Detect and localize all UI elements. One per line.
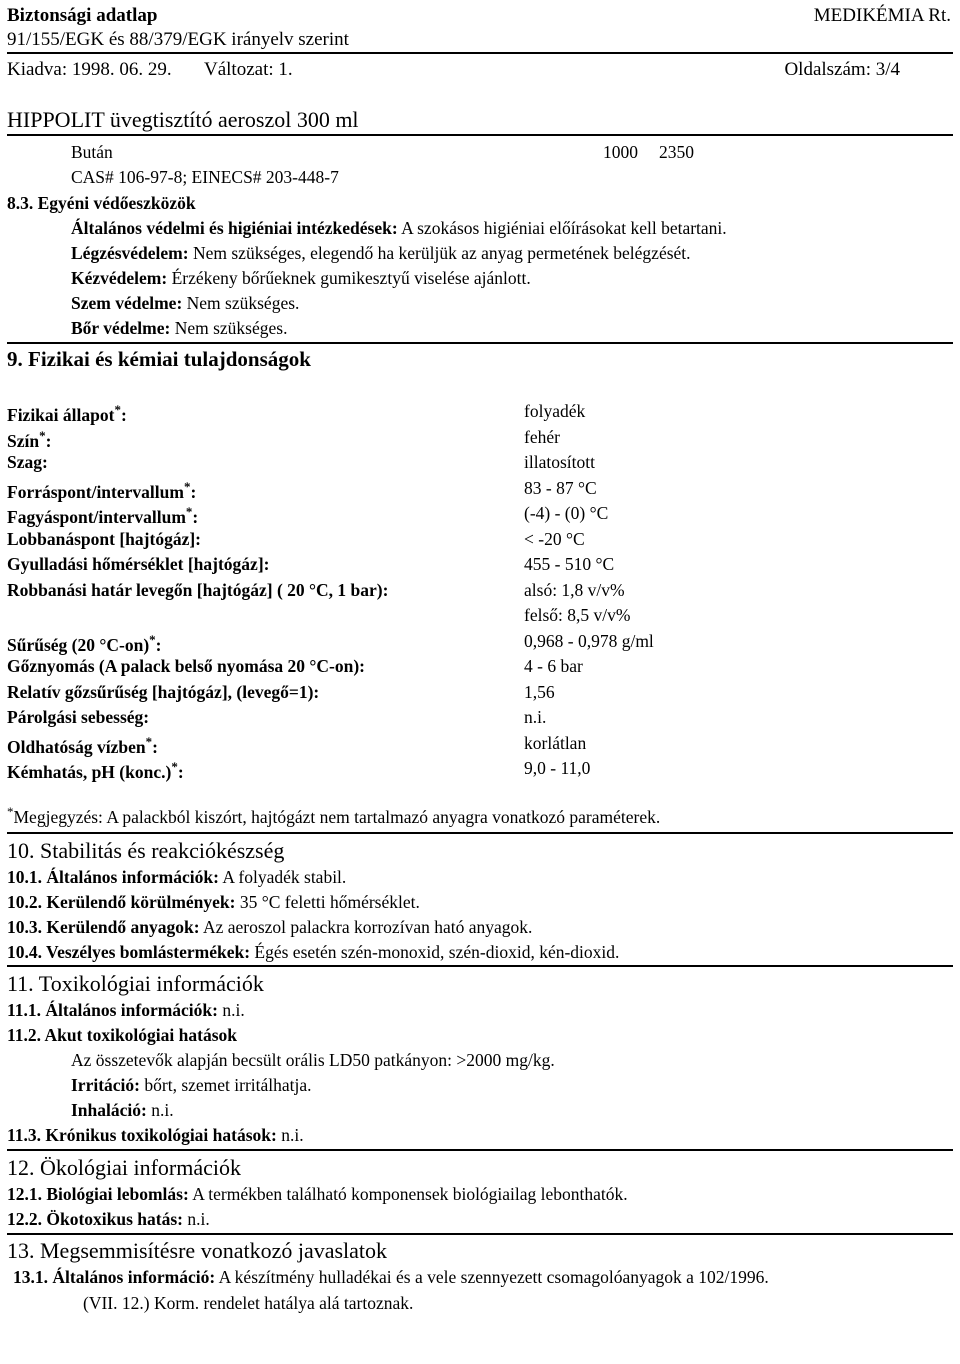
property-label: [7, 582, 388, 600]
hand-text: Érzékeny bőrűeknek gumikesztyű viselése ajánlott.: [167, 268, 531, 288]
section-13-title: 13. Megsemmisítésre vonatkozó javaslatok: [7, 1238, 388, 1263]
section-13-1-label: 13.1. Általános információ:: [13, 1267, 216, 1287]
property-value: 83 - 87 °C: [524, 478, 597, 498]
property-label-text: Fizikai állapot: [7, 405, 115, 425]
section-8-3-title: 8.3. Egyéni védőeszközök: [7, 193, 196, 213]
section-10-rule: [7, 832, 953, 834]
section-10-3-label: 10.3. Kerülendő anyagok:: [7, 917, 200, 937]
property-colon: :: [152, 737, 158, 757]
property-value: 0,968 - 0,978 g/ml: [524, 631, 654, 651]
property-label: [7, 480, 196, 502]
general-measures-text: A szokásos higiéniai előírásokat kell betartani.: [397, 218, 727, 238]
section-10-3-text: Az aeroszol palackra korrozívan ható anyagok.: [199, 917, 533, 937]
skin-text: Nem szükséges.: [170, 318, 288, 338]
property-label: [7, 556, 269, 574]
section-11-1-label: 11.1. Általános információk:: [7, 1000, 218, 1020]
property-label: [7, 633, 161, 655]
section-10-2-text: 35 °C feletti hőmérséklet.: [235, 892, 420, 912]
section-13-1-text: A készítmény hulladékai és a vele szennyezett csomagolóanyagok a 102/1996.: [215, 1267, 769, 1287]
property-value: 1,56: [524, 682, 555, 702]
property-colon: :: [177, 762, 184, 782]
section-10-2-label: 10.2. Kerülendő körülmények:: [7, 892, 236, 912]
section-10-2: [7, 894, 420, 912]
skin-label: Bőr védelme:: [71, 318, 171, 338]
hand-label: Kézvédelem:: [71, 268, 168, 288]
header-page-number: Oldalszám: 3/4: [784, 59, 900, 80]
property-label-text: Relatív gőzsűrűség [hajtógáz], (levegő=1):: [7, 682, 320, 702]
section-11-2-label: 11.2. Akut toxikológiai hatások: [7, 1025, 237, 1045]
property-label: [7, 658, 365, 676]
property-label-text: Sűrűség (20 °C-on): [7, 635, 150, 655]
property-label-text: Fagyáspont/intervallum: [7, 507, 186, 527]
property-value: felső: 8,5 v/v%: [524, 605, 631, 625]
inhalation-text: n.i.: [146, 1100, 174, 1120]
section-10-title: 10. Stabilitás és reakciókészség: [7, 838, 285, 863]
property-label-text: Gyulladási hőmérséklet [hajtógáz]:: [7, 554, 270, 574]
section-12-2: [7, 1211, 210, 1229]
section-13-1: [13, 1269, 769, 1287]
section-10-1: [7, 869, 346, 887]
header-rule-1: [7, 52, 953, 54]
property-colon: :: [155, 635, 162, 655]
section-10-4: [7, 944, 619, 962]
section-12-1-label: 12.1. Biológiai lebomlás:: [7, 1184, 189, 1204]
eye-text: Nem szükséges.: [182, 293, 300, 313]
property-value: folyadék: [524, 401, 586, 421]
section-11-3-label: 11.3. Krónikus toxikológiai hatások:: [7, 1125, 277, 1145]
section-10-1-label: 10.1. Általános információk:: [7, 867, 219, 887]
section-13-1-continuation: (VII. 12.) Korm. rendelet hatálya alá tartoznak.: [83, 1293, 414, 1313]
header-doc-type: Biztonsági adatlap: [7, 5, 158, 26]
section-12-2-label: 12.2. Ökotoxikus hatás:: [7, 1209, 184, 1229]
section-12-title: 12. Ökológiai információk: [7, 1155, 242, 1180]
section-11-3-text: n.i.: [276, 1125, 304, 1145]
property-value: (-4) - (0) °C: [524, 503, 609, 523]
header-rule-2: [7, 134, 953, 136]
property-value: fehér: [524, 427, 560, 447]
property-value: 455 - 510 °C: [524, 554, 615, 574]
general-measures-label: Általános védelmi és higiéniai intézkedések:: [71, 218, 398, 238]
respiratory-label: Légzésvédelem:: [71, 243, 189, 263]
property-value: 4 - 6 bar: [524, 656, 583, 676]
section-12-rule: [7, 1149, 953, 1151]
header-issued: Kiadva: 1998. 06. 29.: [7, 59, 172, 80]
property-label: [7, 429, 51, 451]
section-9-title: 9. Fizikai és kémiai tulajdonságok: [7, 347, 311, 371]
property-label-text: Szag:: [7, 452, 48, 472]
property-value: 9,0 - 11,0: [524, 758, 591, 778]
property-label: [7, 684, 319, 702]
header-version: Változat: 1.: [204, 59, 293, 80]
property-value: n.i.: [524, 707, 547, 727]
property-label: [7, 505, 198, 527]
section-11-3: [7, 1127, 304, 1145]
property-colon: :: [190, 482, 197, 502]
property-value: illatosított: [524, 452, 595, 472]
product-name: HIPPOLIT üvegtisztító aeroszol 300 ml: [7, 107, 359, 132]
header-directive: 91/155/EGK és 88/379/EGK irányelv szerint: [7, 29, 349, 50]
property-label-text: Kémhatás, pH (konc.): [7, 762, 172, 782]
property-asterisk: *: [171, 759, 178, 774]
note-star: *: [7, 804, 14, 819]
property-label-text: Párolgási sebesség:: [7, 707, 150, 727]
section-11-rule: [7, 965, 953, 967]
butane-cas: CAS# 106-97-8; EINECS# 203-448-7: [71, 167, 339, 187]
irritation-text: bőrt, szemet irritálhatja.: [140, 1075, 312, 1095]
butane-value-1: 1000: [603, 142, 638, 162]
property-value: alsó: 1,8 v/v%: [524, 580, 625, 600]
property-asterisk: *: [183, 479, 191, 494]
section-11-title: 11. Toxikológiai információk: [7, 971, 264, 996]
property-asterisk: *: [185, 504, 193, 519]
section-11-1: [7, 1002, 245, 1020]
section-10-4-label: 10.4. Veszélyes bomlástermékek:: [7, 942, 251, 962]
section-13-rule: [7, 1233, 953, 1235]
section-10-4-text: Égés esetén szén-monoxid, szén-dioxid, kén-dioxid.: [250, 942, 620, 962]
property-asterisk: *: [145, 734, 153, 749]
butane-value-2: 2350: [659, 142, 694, 162]
property-value: korlátlan: [524, 733, 587, 753]
section-12-1-text: A termékben található komponensek biológiailag lebonthatók.: [188, 1184, 628, 1204]
note-text: Megjegyzés: A palackból kiszórt, hajtógázt nem tartalmazó anyagra vonatkozó paraméterek.: [13, 807, 661, 827]
property-asterisk: *: [114, 402, 121, 417]
property-asterisk: *: [39, 428, 46, 443]
ld50-text: Az összetevők alapján becsült orális LD50 patkányon: >2000 mg/kg.: [71, 1050, 555, 1070]
skin-protection: [71, 320, 287, 338]
property-label-text: Szín: [7, 431, 40, 451]
property-label: [7, 760, 184, 782]
property-colon: :: [192, 507, 199, 527]
property-label: [7, 735, 158, 757]
header-company: MEDIKÉMIA Rt.: [813, 5, 951, 26]
section-9-rule: [7, 342, 953, 344]
irritation: [71, 1077, 312, 1095]
property-label: [7, 454, 48, 472]
section-12-2-text: n.i.: [183, 1209, 210, 1229]
irritation-label: Irritáció:: [71, 1075, 140, 1095]
inhalation-label: Inhaláció:: [71, 1100, 147, 1120]
property-label-text: Oldhatóság vízben: [7, 737, 146, 757]
property-label-text: Gőznyomás (A palack belső nyomása 20 °C-on):: [7, 656, 365, 676]
property-label-text: Lobbanáspont [hajtógáz]:: [7, 529, 201, 549]
properties-note: [7, 805, 660, 827]
section-10-3: [7, 919, 532, 937]
property-label: [7, 709, 149, 727]
section-11-1-text: n.i.: [217, 1000, 245, 1020]
eye-protection: [71, 295, 299, 313]
inhalation: [71, 1102, 174, 1120]
property-label: [7, 403, 127, 425]
property-asterisk: *: [149, 632, 156, 647]
butane-name: Bután: [71, 142, 113, 162]
eye-label: Szem védelme:: [71, 293, 183, 313]
section-12-1: [7, 1186, 628, 1204]
property-colon: :: [120, 405, 127, 425]
property-label: [7, 531, 201, 549]
respiratory-protection: [71, 245, 691, 263]
hand-protection: [71, 270, 531, 288]
property-label-text: Robbanási határ levegőn [hajtógáz] ( 20 °C, 1 bar):: [7, 580, 389, 600]
property-value: < -20 °C: [524, 529, 585, 549]
property-colon: :: [45, 431, 52, 451]
general-measures: [71, 220, 727, 238]
property-label-text: Forráspont/intervallum: [7, 482, 184, 502]
respiratory-text: Nem szükséges, elegendő ha kerüljük az anyag permetének belégzését.: [188, 243, 691, 263]
section-10-1-text: A folyadék stabil.: [218, 867, 347, 887]
